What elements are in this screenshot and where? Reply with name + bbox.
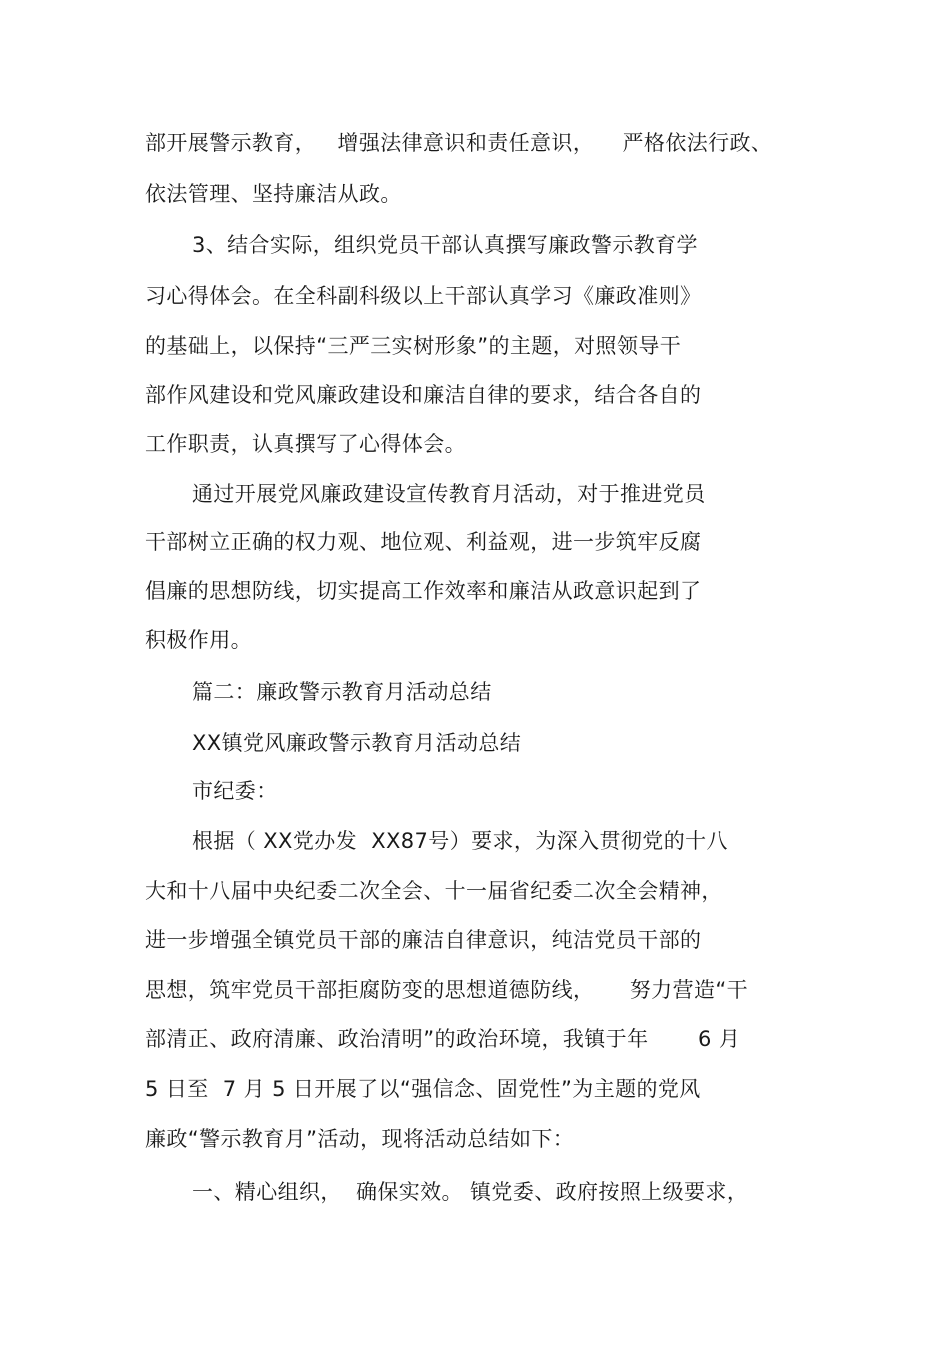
paragraph-start-line: 通过开展党风廉政建设宣传教育月活动，对于推进党员 bbox=[192, 482, 706, 506]
paragraph-start-line: 一、精心组织， 确保实效。 镇党委、政府按照上级要求， bbox=[192, 1180, 749, 1204]
section-heading: 篇二：廉政警示教育月活动总结 bbox=[192, 680, 492, 704]
text-line: 部清正、政府清廉、政治清明”的政治环境，我镇于年 6 月 bbox=[145, 1027, 741, 1051]
text-line: 进一步增强全镇党员干部的廉洁自律意识，纯洁党员干部的 bbox=[145, 928, 702, 952]
text-line: 倡廉的思想防线，切实提高工作效率和廉洁从政意识起到了 bbox=[145, 579, 702, 603]
text-line: 的基础上，以保持“三严三实树形象”的主题，对照领导干 bbox=[145, 334, 682, 358]
text-line: 依法管理、坚持廉洁从政。 bbox=[145, 182, 402, 206]
document-title: XX镇党风廉政警示教育月活动总结 bbox=[192, 731, 522, 755]
text-line: 部开展警示教育， 增强法律意识和责任意识， 严格依法行政、 bbox=[145, 131, 773, 155]
salutation: 市纪委： bbox=[192, 779, 278, 803]
paragraph-start-line: 3、结合实际，组织党员干部认真撰写廉政警示教育学 bbox=[192, 233, 698, 257]
text-line: 大和十八届中央纪委二次全会、十一届省纪委二次全会精神， bbox=[145, 879, 723, 903]
paragraph-start-line: 根据（ XX党办发 XX87号）要求，为深入贯彻党的十八 bbox=[192, 829, 728, 853]
text-line: 工作职责，认真撰写了心得体会。 bbox=[145, 432, 466, 456]
text-line: 5 日至 7 月 5 日开展了以“强信念、固党性”为主题的党风 bbox=[145, 1077, 701, 1101]
text-line: 习心得体会。在全科副科级以上干部认真学习《廉政准则》 bbox=[145, 284, 702, 308]
text-line: 思想，筑牢党员干部拒腐防变的思想道德防线， 努力营造“干 bbox=[145, 978, 749, 1002]
text-line: 廉政“警示教育月”活动，现将活动总结如下： bbox=[145, 1127, 575, 1151]
text-line: 干部树立正确的权力观、地位观、利益观，进一步筑牢反腐 bbox=[145, 530, 702, 554]
text-line: 部作风建设和党风廉政建设和廉洁自律的要求，结合各自的 bbox=[145, 383, 702, 407]
text-line: 积极作用。 bbox=[145, 628, 252, 652]
